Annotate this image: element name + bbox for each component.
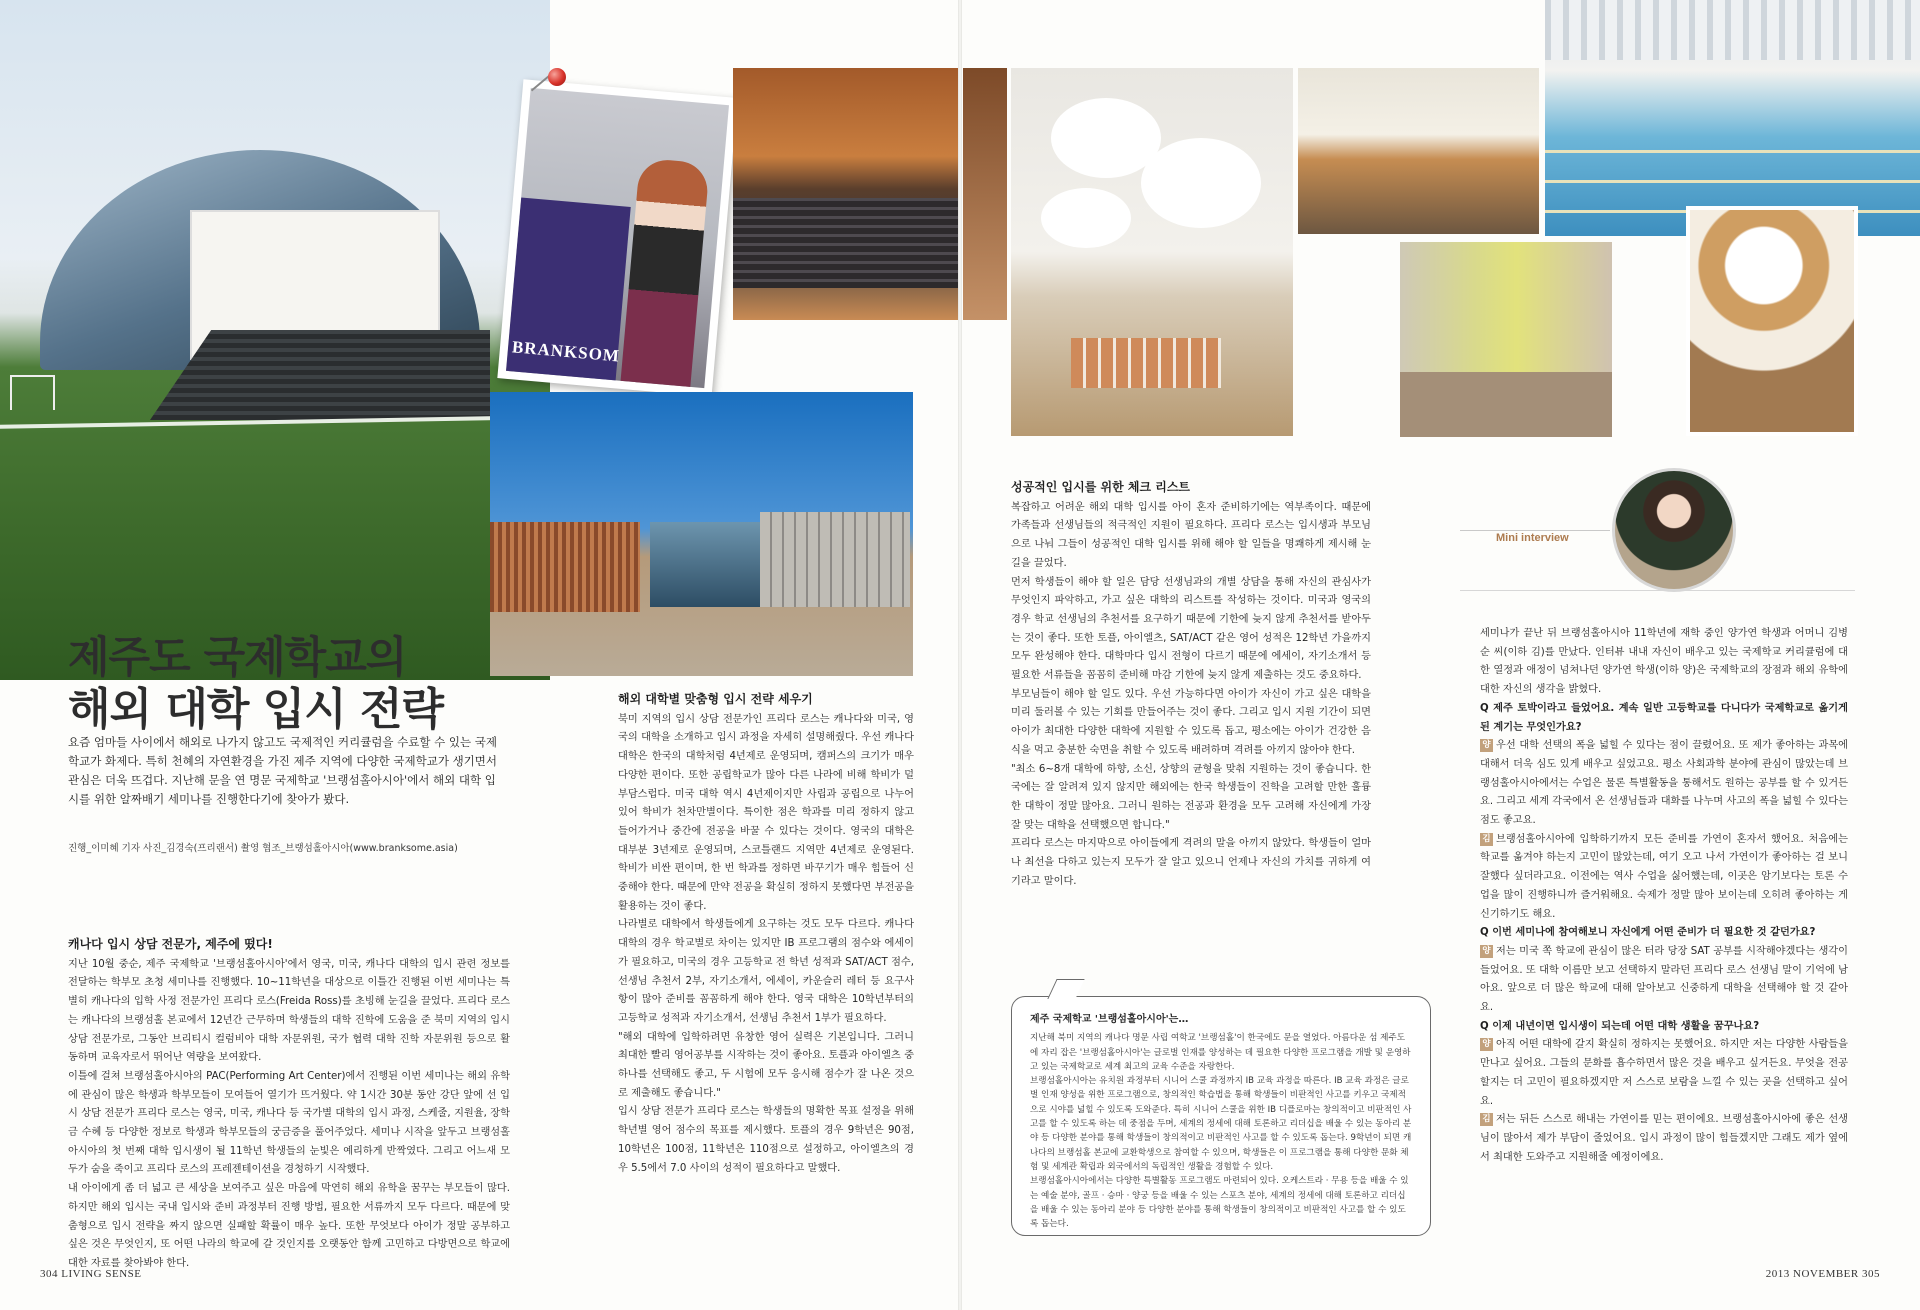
page-gutter — [958, 0, 962, 1310]
paragraph: 북미 지역의 입시 상담 전문가인 프리다 로스는 캐나다와 미국, 영국의 대학을 소개하고 입시 과정을 자세히 설명해줬다. 우선 캐나다 대학은 한국의 대학처럼 4년제로 운영되며, 캠퍼스의 크기가 매우 다양한 편이다. 또한 공립학교가 많아 다른 나라에 비해 학비가 덜 부담스럽다. 미국 대학 역시 4년제이지만 사립과 공립으로 나누어 있어 학비가 천차만별이다. 특이한 점은 학과를 미리 정하지 않고 들어가거나 중간에 전공을 바꿀 수 있다는 것이다. 영국의 대학은 대부분 3년제로 운영되며, 스코틀랜드 지역만 4년제로 운영된다. 학비가 비싼 편이며, 한 번 학과를 정하면 바꾸기가 매우 힘들어 신중해야 한다. 때문에 만약 전공을 확실히 정하지 못했다면 부전공을 활용하는 것이 좋다. — [618, 713, 914, 912]
paragraph: 프리다 로스는 마지막으로 아이들에게 격려의 말을 아끼지 않았다. 학생들이 얼마나 최선을 다하고 있는지 모두가 잘 알고 있으니 언제나 자신의 가치를 귀하게 여기라고 말이다. — [1011, 838, 1371, 887]
school-info-box — [1011, 996, 1431, 1236]
interview-intro: 세미나가 끝난 뒤 브랭섬홀아시아 11학년에 재학 중인 양가연 학생과 어머니 김병순 씨(이하 김)를 만났다. 인터뷰 내내 자신이 배우고 있는 국제학교 커리큘럼에 대한 열정과 애정이 넘쳐나던 양가연 학생(이하 양)은 국제학교의 장점과 해외 유학에 대한 자신의 생각을 밝혔다. — [1480, 628, 1848, 696]
pool-lane — [1545, 150, 1920, 153]
paragraph: 지난해 북미 지역의 캐나다 명문 사립 여학교 '브랭섬홀'이 한국에도 문을 열었다. 아름다운 섬 제주도에 자리 잡은 '브랭섬홀아시아'는 글로벌 인재를 양성하는 데 필요한 다양한 프로그램을 개발 및 운영하고 있는 국제학교로 세계 최고의 교육 수준을 자랑한다. — [1030, 1033, 1411, 1072]
paragraph: 입시 상담 전문가 프리다 로스는 학생들의 명확한 목표 설정을 위해 학년별 영어 점수의 목표를 제시했다. 토플의 경우 9학년은 90점, 10학년은 100점, 11학년은 110점으로 설정하고, 아이엘츠의 경우 5.5에서 7.0 사이의 성적이 필요하다고 말했다. — [618, 1106, 914, 1174]
paragraph: 복잡하고 어려운 해외 대학 입시를 아이 혼자 준비하기에는 역부족이다. 때문에 가족들과 선생님들의 적극적인 지원이 필요하다. 프리다 로스는 입시생과 부모님으로 나눠 그들이 성공적인 대학 입시를 위해 해야 할 일들을 명쾌하게 제시해 눈길을 끌었다. — [1011, 501, 1371, 569]
answer-text: 우선 대학 선택의 폭을 넓힐 수 있다는 점이 끌렸어요. 또 제가 좋아하는 과목에 대해서 더욱 심도 있게 배우고 싶었고요. 평소 사회과학 분야에 관심이 많았는데 브랭섬홀아시아에서는 수업은 물론 특별활동을 통해서도 원하는 공부를 할 수 있거든요. 그리고 세계 각국에서 온 선생님들과 대화를 나누며 사고의 폭을 넓힐 수 있다는 점도 좋고요. — [1480, 740, 1848, 827]
campus-building — [760, 512, 910, 607]
interview-answer — [1480, 1036, 1848, 1111]
headline-line: 제주도 국제학교의 — [68, 633, 407, 683]
interview-question: Q 이제 내년이면 입시생이 되는데 어떤 대학 생활을 꿈꾸나요? — [1480, 1020, 1760, 1032]
auditorium-photo — [733, 68, 958, 320]
library-photo — [1298, 68, 1539, 234]
auditorium-side-photo — [963, 68, 1007, 320]
article-column — [618, 690, 914, 1178]
page-folio-left: 304 LIVING SENSE — [40, 1268, 142, 1280]
soccer-goal — [10, 375, 55, 410]
paragraph: 브랭섬홀아시아에서는 다양한 특별활동 프로그램도 마련되어 있다. 오케스트라 · 무용 등을 배울 수 있는 예술 분야, 골프 · 승마 · 양궁 등을 배울 수 있는 스포츠 분야, 세계의 정세에 대해 토론하고 리더십을 배울 수 있는 동아리 분야 등 다양한 분야를 통해 학생들이 창의적이고 비판적인 사고를 할 수 있도록 돕는다. — [1030, 1176, 1409, 1230]
library-ceiling-photo — [1011, 68, 1293, 436]
pool-lane — [1545, 180, 1920, 183]
divider — [1460, 530, 1610, 531]
speaker-badge: 김 — [1480, 833, 1493, 846]
answer-text: 아직 어떤 대학에 갈지 확실히 정하지는 못했어요. 하지만 저는 다양한 사람들을 만나고 싶어요. 그들의 문화를 흡수하면서 많은 것을 배우고 싶거든요. 무엇을 전공할지는 더 고민이 필요하겠지만 저 스스로 보람을 느낄 수 있는 곳을 선택하고 싶어요. — [1480, 1039, 1848, 1107]
paragraph: 이틀에 걸쳐 브랭섬홀아시아의 PAC(Performing Art Center)에서 진행된 이번 세미나는 해외 유학에 관심이 많은 학생과 학부모들이 모여들어 열기가 뜨거웠다. 약 1시간 30분 동안 강단 앞에 선 입시 상담 전문가 프리다 로스는 영국, 미국, 캐나다 등 국가별 대학의 입시 과정, 스케줄, 지원율, 장학금 수혜 등 다양한 정보로 학생과 학부모들의 궁금증을 풀어주었다. 세미나 시작을 앞두고 브랭섬홀아시아의 첫 번째 대학 입시생이 될 11학년 학생들의 눈빛은 예리하게 반짝였다. 그리고 어느새 모두가 숨을 죽이고 프리다 로스의 프레젠테이션을 경청하기 시작했다. — [68, 1070, 510, 1176]
answer-text: 브랭섬홀아시아에 입학하기까지 모든 준비를 가연이 혼자서 했어요. 처음에는 학교를 옮겨야 하는지 고민이 많았는데, 여기 오고 나서 가연이가 좋아하는 걸 보니 잘했다 싶더라고요. 이전에는 역사 수업을 싫어했는데, 이곳은 암기보다는 토론 수업을 많이 진행하니까 즐거워해요. 숙제가 정말 많아 보이는데 오히려 좋아하는 게 신기하기도 해요. — [1480, 833, 1849, 920]
answer-text: 저는 미국 쪽 학교에 관심이 많은 터라 당장 SAT 공부를 시작해야겠다는 생각이 들었어요. 또 대학 이름만 보고 선택하지 말라던 프리다 로스 선생님 말이 기억에 남아요. 앞으로 더 많은 학교에 대해 알아보고 신중하게 대학을 선택해야 할 것 같아요. — [1480, 945, 1848, 1014]
paragraph: 먼저 학생들이 해야 할 일은 담당 선생님과의 개별 상담을 통해 자신의 관심사가 무엇인지 파악하고, 가고 싶은 대학의 리스트를 작성하는 것이다. 미국과 영국의 경우 학교 선생님의 추천서를 요구하기 때문에 기한에 늦지 않게 추천서를 받아두는 것이 좋다. 또한 토플, 아이엘츠, SAT/ACT 같은 영어 성적은 12학년 가을까지 모두 완성해야 한다. 대학마다 입시 전형이 다르기 때문에 에세이, 자기소개서 등 필요한 서류들을 꼼꼼히 준비해 마감 기한에 늦지 않게 제출하는 것도 중요하다. — [1011, 576, 1371, 682]
paragraph: 내 아이에게 좀 더 넓고 큰 세상을 보여주고 싶은 마음에 막연히 해외 유학을 꿈꾸는 부모들이 많다. 하지만 해외 입시는 국내 입시와 준비 과정부터 진행 방법, 필요한 서류까지 모두 다르다. 때문에 맞춤형으로 입시 전략을 짜지 않으면 실패할 확률이 매우 높다. 또한 무엇보다 아이가 정말 공부하고 싶은 것은 무엇인지, 또 어떤 나라의 학교에 갈 것인지를 오랫동안 함께 고민하고 다방면으로 학교에 대한 자료를 찾아봐야 한다. — [68, 1183, 510, 1269]
article-column — [1011, 478, 1371, 891]
section-heading: 캐나다 입시 상담 전문가, 제주에 떴다! — [68, 937, 273, 951]
paragraph: "최소 6~8개 대학에 하향, 소신, 상향의 균형을 맞춰 지원하는 것이 좋습니다. 한국에는 잘 알려져 있지 않지만 해외에는 한국 학생들이 진학을 고려할 만한 훌륭한 대학이 정말 많아요. 그러니 원하는 전공과 환경을 모두 고려해 자신에게 가장 잘 맞는 대학을 선택했으면 합니다." — [1011, 763, 1371, 831]
interview-column — [1480, 625, 1848, 1167]
hero-stadium-photo — [0, 0, 550, 680]
interview-answer — [1480, 737, 1848, 831]
article-headline — [68, 632, 443, 736]
campus-building — [650, 522, 760, 607]
speaker-badge: 양 — [1480, 945, 1493, 958]
classroom-photo — [1400, 242, 1612, 437]
answer-text: 저는 뒤든 스스로 해내는 가연이를 믿는 편이에요. 브랭섬홀아시아에 좋은 선생님이 많아서 제가 부담이 줄었어요. 입시 과정이 많이 힘들겠지만 그래도 제가 옆에서 최대한 도와주고 지원해줄 예정이에요. — [1480, 1114, 1848, 1163]
audience-rows — [733, 198, 958, 288]
interview-answer — [1480, 943, 1848, 1018]
divider — [1460, 590, 1855, 591]
paragraph: "해외 대학에 입학하려면 유창한 영어 실력은 기본입니다. 그러니 최대한 빨리 영어공부를 시작하는 것이 좋아요. 토플과 아이엘츠 중 하나를 선택해도 좋고, 두 시험에 모두 응시해 점수가 잘 나온 것으로 제출해도 좋습니다." — [618, 1031, 914, 1099]
speaker-figure — [619, 158, 710, 388]
banner-logo-text: BRANKSOM — [511, 337, 621, 366]
section-heading: 성공적인 입시를 위한 체크 리스트 — [1011, 480, 1191, 494]
ceiling-light — [1141, 138, 1261, 228]
avatar — [1612, 468, 1736, 592]
speaker-badge: 양 — [1480, 739, 1493, 752]
pushpin-icon — [548, 68, 566, 86]
section-heading: 해외 대학별 맞춤형 입시 전략 세우기 — [618, 692, 813, 706]
article-lede: 요즘 엄마들 사이에서 해외로 나가지 않고도 국제적인 커리큘럼을 수료할 수 있는 국제학교가 화제다. 특히 천혜의 자연환경을 가진 제주 지역에 다양한 국제학교가 생기면서 관심은 더욱 뜨겁다. 지난해 문을 연 명문 국제학교 '브랭섬홀아시아'에서 해외 대학 입시를 위한 알짜배기 세미나를 진행한다기에 찾아가 봤다. — [68, 735, 498, 806]
interview-question: Q 제주 토박이라고 들었어요. 계속 일반 고등학교를 다니다가 국제학교로 옮기게 된 계기는 무엇인가요? — [1480, 702, 1848, 733]
paragraph: 부모님들이 해야 할 일도 있다. 우선 가능하다면 아이가 자신이 가고 싶은 대학을 미리 둘러볼 수 있는 기회를 만들어주는 것이 좋다. 그리고 입시 지원 기간이 되면 아이가 최대한 다양한 대학에 지원할 수 있도록 돕고, 평소에는 아이가 건강한 음식을 먹고 충분한 숙면을 취할 수 있도록 배려하며 격려를 아끼지 않아야 한다. — [1011, 688, 1371, 756]
campus-exterior-photo — [490, 392, 913, 676]
ceiling-light — [1041, 188, 1131, 248]
headline-line: 해외 대학 입시 전략 — [68, 684, 443, 735]
mini-interview-label: Mini interview — [1496, 532, 1569, 544]
interview-answer — [1480, 1111, 1848, 1167]
box-heading: 제주 국제학교 '브랭섬홀아시아'는… — [1030, 1014, 1189, 1025]
campus-building — [490, 522, 640, 612]
paragraph: 나라별로 대학에서 학생들에게 요구하는 것도 모두 다르다. 캐나다 대학의 경우 학교별로 차이는 있지만 IB 프로그램의 점수와 에세이가 필요하고, 미국의 경우 고등학교 전 학년 성적과 SAT/ACT 점수, 선생님 추천서 2부, 자기소개서, 에세이, 카운슬러 레터 등 요구사항이 많아 준비를 꼼꼼하게 해야 한다. 영국 대학은 10학년부터의 고등학교 성적과 자기소개서, 선생님 추천서 1부가 필요하다. — [618, 919, 914, 1024]
speaker-polaroid-photo — [497, 79, 737, 397]
page-folio-right: 2013 NOVEMBER 305 — [1765, 1268, 1880, 1280]
swimming-pool-photo — [1545, 0, 1920, 236]
paragraph: 브랭섬홀아시아는 유치원 과정부터 시니어 스쿨 과정까지 IB 교육 과정을 따른다. IB 교육 과정은 글로벌 인재 양성을 위한 프로그램으로, 창의적인 학습법을 통해 학생들이 비판적인 사고를 키우고 국제적으로 시야를 넓힐 수 있도록 도와준다. 특히 시니어 스쿨을 위한 IB 디플로마는 창의적이고 비판적인 사고를 할 수 있도록 하는 데 중점을 두며, 세계의 정세에 대해 토론하고 리더십을 배울 수 있는 동아리 분야 등 다양한 분야를 통해 학생들이 창의적이고 비판적인 사고를 할 수 있도록 돕는다. 9학년이 되면 캐나다의 브랭섬홀 본교에 교환학생으로 참여할 수 있으며, 학생들은 이 프로그램을 통해 다양한 문화 체험 및 세계관 확립과 외국에서의 독립적인 생활을 경험할 수 있다. — [1030, 1076, 1412, 1172]
speech-bubble-tail — [1047, 979, 1084, 999]
speaker-badge: 김 — [1480, 1113, 1493, 1126]
interview-answer — [1480, 831, 1848, 925]
classroom-floor — [1400, 372, 1612, 437]
interview-question: Q 이번 세미나에 참여해보니 자신에게 어떤 준비가 더 필요한 것 같던가요? — [1480, 927, 1816, 939]
book-shelf — [1071, 338, 1221, 388]
paragraph: 지난 10월 중순, 제주 국제학교 '브랭섬홀아시아'에서 영국, 미국, 캐나다 대학의 입시 관련 정보를 전달하는 학부모 초청 세미나를 진행했다. 10~11학년을 대상으로 이틀간 진행된 이번 세미나는 특별히 캐나다의 입학 사정 전문가인 프리다 로스(Freida Ross)를 초빙해 눈길을 끌었다. 프리다 로스는 캐나다의 브랭섬홀 본교에서 12년간 근무하며 학생들의 대학 진학에 도움을 준 북미 지역의 입시 상담 전문가로, 그동안 브리티시 컬럼비아 대학 자문위원, 국가 협력 대학 진학 자문위원 등으로 활동하며 교육자로서 뛰어난 역량을 보여왔다. — [68, 958, 510, 1064]
article-column — [68, 935, 510, 1274]
speaker-badge: 양 — [1480, 1038, 1493, 1051]
pool-roof — [1545, 0, 1920, 60]
article-credit: 진행_이미혜 기자 사진_김경숙(프리랜서) 촬영 협조_브랭섬홀아시아(www.branksome.asia) — [68, 843, 458, 854]
rotunda-photo — [1686, 206, 1858, 436]
speaker-photo — [506, 88, 729, 388]
